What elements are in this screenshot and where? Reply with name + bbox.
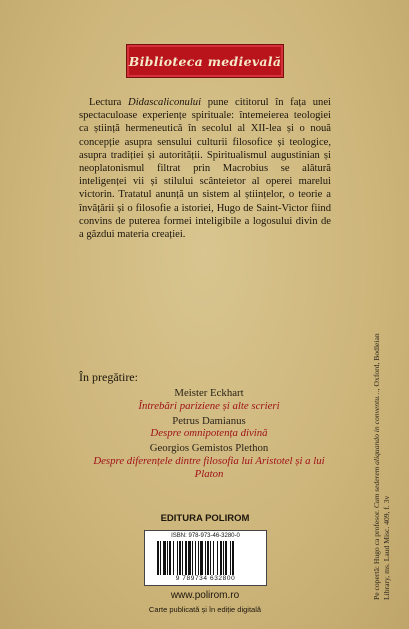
forthcoming-author: Meister Eckhart bbox=[174, 387, 244, 399]
forthcoming-item bbox=[79, 387, 339, 413]
series-title: Biblioteca medievală bbox=[128, 53, 282, 69]
cover-illustration-note bbox=[372, 330, 409, 600]
forthcoming-item bbox=[79, 442, 339, 480]
publisher-name: EDITURA POLIROM bbox=[160, 513, 250, 524]
forthcoming-title: În pregătire: bbox=[79, 370, 138, 384]
cover-note-prefix: Pe copertă: Hugo ca profesor. bbox=[372, 508, 381, 600]
cover-note-quote: Cum sederem aliquando in conventu… bbox=[372, 390, 381, 509]
blurb-book-title: Didascaliconului bbox=[128, 97, 202, 108]
forthcoming-book: Despre diferențele dintre filosofia lui Aristotel și a lui Platon bbox=[93, 454, 325, 480]
blurb-paragraph bbox=[79, 96, 331, 241]
forthcoming-author: Georgios Gemistos Plethon bbox=[149, 442, 269, 455]
isbn-barcode bbox=[144, 530, 267, 586]
series-banner bbox=[126, 44, 284, 78]
digital-edition-note: Carte publicată și în ediție digitală bbox=[148, 605, 262, 614]
forthcoming-book: Întrebări pariziene și alte scrieri bbox=[138, 399, 280, 412]
forthcoming-section bbox=[79, 370, 339, 483]
forthcoming-item bbox=[79, 415, 339, 441]
blurb-lead: Lectura bbox=[89, 97, 129, 108]
blurb-text: pune cititorul în fața unei spectaculoase experiențe spirituale: întemeierea teologiei ca știință hermeneutică în secolul al XII-lea și o nouă concepție asupra sensului culturii filosofice și teologice, asupra tradiției și autorității. Spiritualismul augustinian și neoplatonismul filtrat prin Macrobius se alătură inteligenței vii și stilului scânteietor al operei marelui victorin. Tratatul anunță un sistem al științelor, o teorie a învățării și o filosofie a istoriei, Hugo de Saint-Victor fiind convins de puterea formei inteligibile a logosului divin de a găzdui materia creației. bbox=[79, 97, 331, 241]
forthcoming-author: Petrus Damianus bbox=[172, 414, 246, 427]
forthcoming-book: Despre omnipotența divină bbox=[150, 427, 268, 440]
barcode-bars bbox=[157, 541, 254, 575]
publisher-url: www.polirom.ro bbox=[170, 590, 240, 601]
barcode-digits: 9 789734 632800 bbox=[175, 575, 236, 582]
cover-note-suffix: , Oxford, Bodleian Library, ms. Laud Misc. 409, f. 3v bbox=[372, 333, 391, 600]
isbn-text: ISBN: 978-973-46-3280-0 bbox=[171, 533, 240, 539]
